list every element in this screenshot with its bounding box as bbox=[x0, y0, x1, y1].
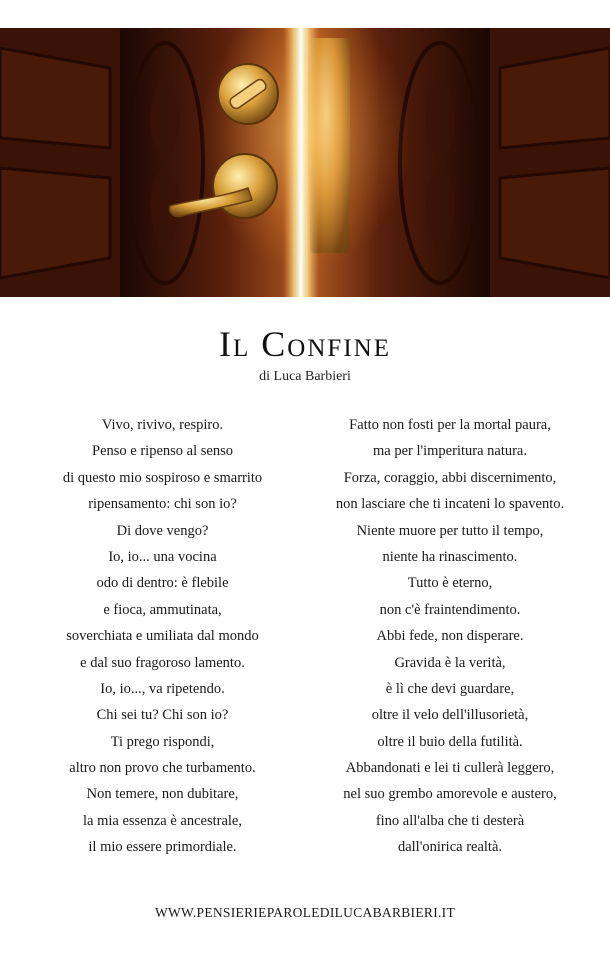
poem-line: e dal suo fragoroso lamento. bbox=[80, 654, 245, 671]
header-door-image bbox=[0, 28, 610, 297]
poem-line: Chi sei tu? Chi son io? bbox=[96, 707, 229, 724]
poem-line: Io, io..., va ripetendo. bbox=[100, 680, 225, 697]
poem-line: non c'è fraintendimento. bbox=[379, 601, 521, 618]
poem-line: soverchiata e umiliata dal mondo bbox=[66, 628, 259, 645]
poem-line: dall'onirica realtà. bbox=[397, 839, 503, 856]
poem-line: Non temere, non dubitare, bbox=[86, 786, 239, 803]
poem-line: e fioca, ammutinata, bbox=[103, 601, 222, 618]
poem-line: niente ha rinascimento. bbox=[382, 548, 518, 565]
poem-line: odo di dentro: è flebile bbox=[96, 575, 229, 592]
poem-line: Abbandonati e lei ti cullerà leggero, bbox=[345, 760, 555, 777]
poem-line: la mia essenza è ancestrale, bbox=[82, 812, 242, 829]
poem-line: Gravida è la verità, bbox=[394, 654, 506, 671]
poem-right-column bbox=[305, 412, 595, 861]
poem-line: oltre il buio della futilità. bbox=[377, 733, 523, 750]
poem-author: di Luca Barbieri bbox=[259, 369, 351, 384]
poem-line: è lì che devi guardare, bbox=[385, 680, 515, 697]
poem-line: di questo mio sospiroso e smarrito bbox=[62, 469, 263, 486]
poem-line: ripensamento: chi son io? bbox=[88, 496, 237, 513]
poem-line: il mio essere primordiale. bbox=[88, 839, 237, 856]
open-door-light-icon bbox=[0, 28, 610, 297]
poem-line: Io, io... una vocina bbox=[108, 548, 217, 565]
poem-line: Vivo, rivivo, respiro. bbox=[101, 417, 224, 433]
website-link[interactable]: WWW.PENSIERIEPAROLEDILUCABARBIERI.IT bbox=[154, 905, 456, 920]
poem-line: Niente muore per tutto il tempo, bbox=[356, 522, 544, 539]
poem-line: oltre il velo dell'illusorietà, bbox=[371, 707, 529, 724]
poem-line: Penso e ripenso al senso bbox=[92, 443, 233, 460]
poem-line: Fatto non fosti per la mortal paura, bbox=[349, 417, 551, 433]
poem-line: Di dove vengo? bbox=[116, 522, 209, 539]
poem-line: non lasciare che ti incateni lo spavento. bbox=[335, 496, 565, 513]
poem-title: Il Confine bbox=[219, 324, 391, 364]
poem-line: Abbi fede, non disperare. bbox=[376, 628, 524, 645]
poem-line: fino all'alba che ti desterà bbox=[375, 812, 525, 829]
poem-line: altro non provo che turbamento. bbox=[69, 760, 256, 777]
poem-left-column bbox=[30, 412, 295, 861]
poem-line: ma per l'imperitura natura. bbox=[373, 443, 527, 460]
poem-line: Tutto è eterno, bbox=[407, 575, 493, 592]
poem-line: Ti prego rispondi, bbox=[110, 733, 215, 750]
poem-line: nel suo grembo amorevole e austero, bbox=[343, 786, 557, 803]
poem-line: Forza, coraggio, abbi discernimento, bbox=[343, 469, 557, 486]
